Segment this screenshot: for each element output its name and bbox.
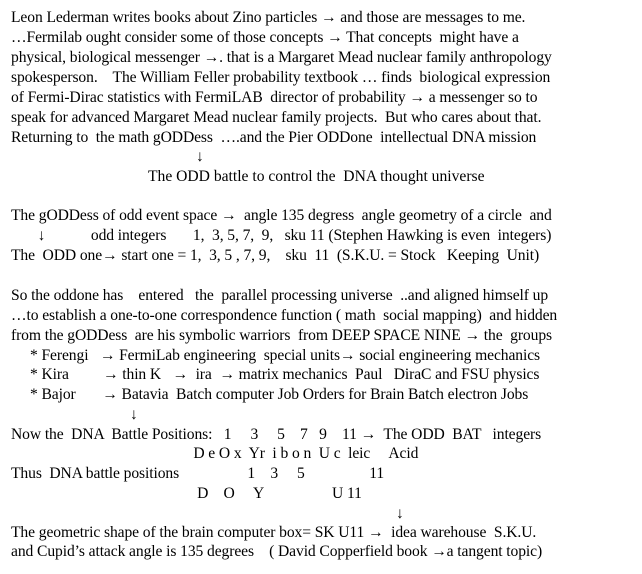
text-line: Thus DNA battle positions 1 3 5 11: [11, 465, 385, 482]
bullet-line: * Kira → thin K → ira → matrix mechanics Paul DiraC and FSU physics: [11, 366, 540, 383]
text-line: ↓ odd integers 1, 3, 5, 7, 9, sku 11 (Stephen Hawking is even integers): [11, 227, 552, 244]
text-line: Now the DNA Battle Positions: 1 3 5 7 9 11 → The ODD BAT integers: [11, 426, 542, 443]
text-line: …to establish a one-to-one correspondence function ( math social mapping) and hidden: [11, 307, 558, 324]
text-line: spokesperson. The William Feller probability textbook … finds biological expression: [11, 69, 551, 86]
bullet-line: * Bajor → Batavia Batch computer Job Orders for Brain Batch electron Jobs: [11, 386, 529, 403]
bullet-line: * Ferengi → FermiLab engineering special units→ social engineering mechanics: [11, 347, 540, 364]
down-arrow-icon: ↓: [396, 505, 404, 522]
text-line: The gODDess of odd event space → angle 135 degress angle geometry of a circle and: [11, 207, 552, 224]
text-line: Returning to the math gODDess ….and the Pier ODDone intellectual DNA mission: [11, 129, 537, 146]
text-line: speak for advanced Margaret Mead nuclear family projects. But who cares about that.: [11, 109, 542, 126]
text-line: and Cupid’s attack angle is 135 degrees ( David Copperfield book →a tangent topic): [11, 543, 543, 560]
center-heading: The ODD battle to control the DNA thought universe: [148, 168, 485, 185]
text-line: The geometric shape of the brain computer box= SK U11 → idea warehouse S.K.U.: [11, 524, 537, 541]
text-line: So the oddone has entered the parallel processing universe ..and aligned himself up: [11, 287, 549, 304]
text-line: The ODD one→ start one = 1, 3, 5 , 7, 9, sku 11 (S.K.U. = Stock Keeping Unit): [11, 247, 540, 264]
text-line: of Fermi-Dirac statistics with FermiLAB director of probability → a messenger so to: [11, 89, 538, 106]
text-line: from the gODDess are his symbolic warriors from DEEP SPACE NINE → the groups: [11, 327, 552, 344]
text-line: physical, biological messenger →. that is a Margaret Mead nuclear family anthropology: [11, 49, 552, 66]
text-line: Leon Lederman writes books about Zino particles → and those are messages to me.: [11, 9, 526, 26]
down-arrow-icon: ↓: [130, 406, 138, 423]
text-line: D O Y U 11: [11, 485, 362, 502]
text-line: D e O x Yr i b o n U c leic Acid: [11, 445, 419, 462]
down-arrow-icon: ↓: [196, 148, 204, 165]
text-line: …Fermilab ought consider some of those concepts → That concepts might have a: [11, 29, 519, 46]
